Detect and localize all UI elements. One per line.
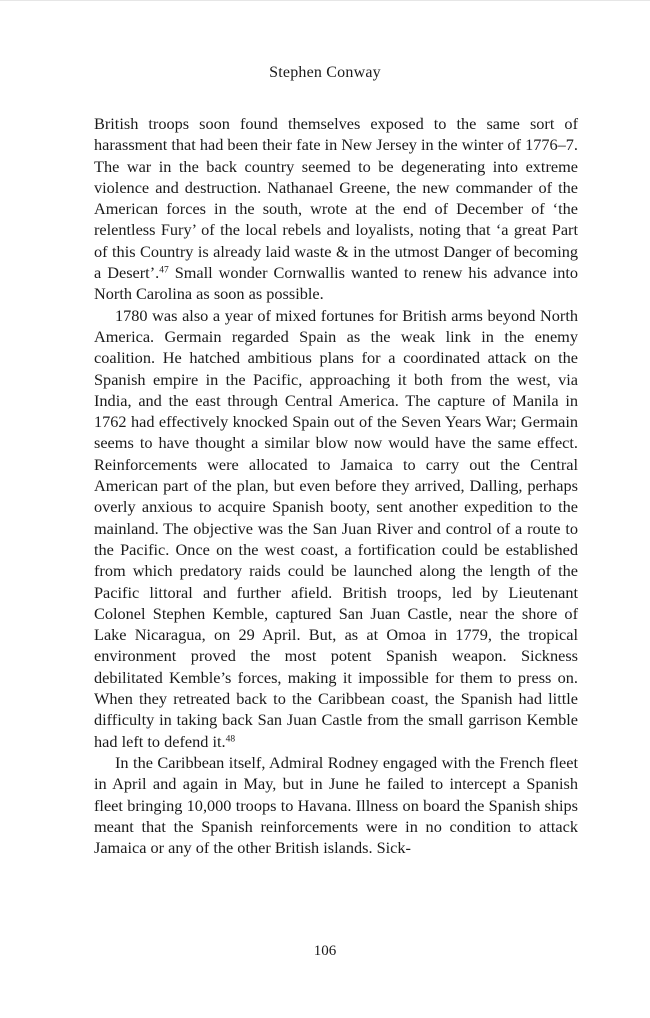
footnote-marker: 47 — [159, 265, 169, 276]
paragraph-text: British troops soon found themselves exposed to the same sort of harassment that had been their fate in New Jersey in the winter of 1776–7. The war in the back country seemed to be degenerating into extreme violence and destruction. Nathanael Greene, the new commander of the American forces in the south, wrote at the end of December of ‘the relentless Fury’ of the local rebels and loyalists, noting that ‘a great Part of this Country is already laid waste & in the utmost Danger of becoming a Desert’. — [94, 114, 578, 283]
page-top-edge — [0, 0, 650, 1]
running-head: Stephen Conway — [269, 64, 381, 81]
paragraph — [94, 752, 578, 858]
body-text — [94, 113, 578, 858]
paragraph-text: 1780 was also a year of mixed fortunes for British arms beyond North America. Germain regarded Spain as the weak link in the enemy coalition. He hatched ambitious plans for a coordinated attack on the Spanish empire in the Pacific, approaching it both from the west, via India, and the east through Central America. The capture of Manila in 1762 had effectively knocked Spain out of the Seven Years War; Germain seems to have thought a similar blow now would have the same effect. Reinforcements were allocated to Jamaica to carry out the Central American part of the plan, but even before they arrived, Dalling, perhaps overly anxious to acquire Spanish booty, sent another expedition to the mainland. The objective was the San Juan River and control of a route to the Pacific. Once on the west coast, a fortification could be established from which predatory raids could be launched along the length of the Pacific littoral and further afield. British troops, led by Lieutenant Colonel Stephen Kemble, captured San Juan Castle, near the shore of Lake Nicaragua, on 29 April. But, as at Omoa in 1779, the tropical environment proved the most potent Spanish weapon. Sickness debilitated Kemble’s forces, making it impossible for them to press on. When they retreated back to the Caribbean coast, the Spanish had little difficulty in taking back San Juan Castle from the small garrison Kemble had left to defend it. — [94, 305, 578, 751]
paragraph — [94, 113, 578, 305]
paragraph-text: In the Caribbean itself, Admiral Rodney engaged with the French fleet in April and again in May, but in June he failed to intercept a Spanish fleet bringing 10,000 troops to Havana. Illness on board the Spanish ships meant that the Spanish reinforcements were in no condition to attack Jamaica or any of the other British islands. Sick- — [94, 752, 578, 858]
paragraph — [94, 305, 578, 752]
footnote-marker: 48 — [225, 733, 236, 744]
page-number: 106 — [313, 943, 337, 959]
paragraph-text: Small wonder Cornwallis wanted to renew his advance into North Carolina as soon as possible. — [94, 263, 578, 304]
